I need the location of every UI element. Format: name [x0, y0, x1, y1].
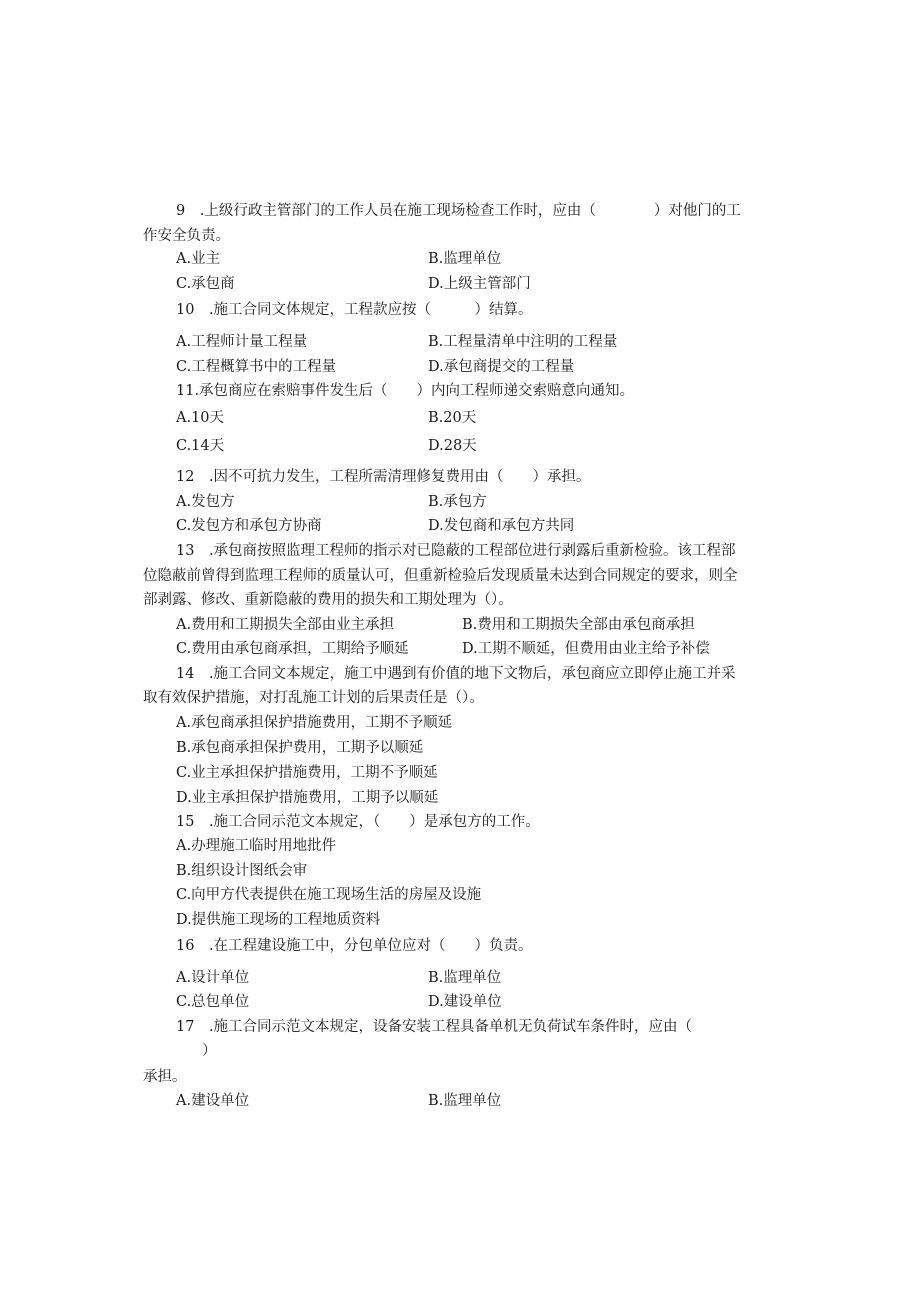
question-17-stem-line-1: 17 .施工合同示范文本规定，设备安装工程具备单机无负荷试车条件时，应由（ — [176, 1019, 693, 1035]
question-12-option-a: A.发包方 — [176, 494, 235, 510]
question-14-stem-line-2: 取有效保护措施，对打乱施工计划的后果责任是（）。 — [143, 690, 484, 706]
question-13-option-c: C.费用由承包商承担，工期给予顺延 — [176, 641, 409, 657]
question-12-option-d: D.发包商和承包方共同 — [428, 518, 575, 534]
question-16-option-c: C.总包单位 — [176, 994, 250, 1010]
question-11-option-a: A.10天 — [176, 410, 225, 426]
question-9-option-a: A.业主 — [176, 251, 221, 267]
question-9-option-b: B.监理单位 — [428, 251, 502, 267]
question-9-option-d: D.上级主管部门 — [428, 276, 531, 292]
question-13-option-b: B.费用和工期损失全部由承包商承担 — [462, 617, 695, 633]
question-10-option-c: C.工程概算书中的工程量 — [176, 359, 337, 375]
question-14-stem-line-1: 14 .施工合同文本规定，施工中遇到有价值的地下文物后，承包商应立即停止施工并采 — [176, 666, 736, 682]
question-17-stem-line-2: ） — [202, 1043, 217, 1059]
question-13-stem-line-1: 13 .承包商按照监理工程师的指示对已隐蔽的工程部位进行剥露后重新检验。该工程部 — [176, 543, 736, 559]
question-10-stem: 10 .施工合同文体规定，工程款应按（ ）结算。 — [176, 302, 533, 318]
question-16-stem: 16 .在工程建设施工中，分包单位应对（ ）负责。 — [176, 938, 533, 954]
question-15-option-c: C.向甲方代表提供在施工现场生活的房屋及设施 — [176, 887, 482, 903]
question-11-option-d: D.28天 — [428, 438, 477, 454]
question-17-option-b: B.监理单位 — [428, 1093, 502, 1109]
question-13-option-a: A.费用和工期损失全部由业主承担 — [176, 617, 395, 633]
question-9-stem-line-2: 作安全负责。 — [143, 228, 230, 244]
question-11-option-b: B.20天 — [428, 410, 477, 426]
question-15-option-b: B.组织设计图纸会审 — [176, 863, 308, 879]
question-12-option-c: C.发包方和承包方协商 — [176, 518, 322, 534]
question-16-option-a: A.设计单位 — [176, 970, 250, 986]
question-13-stem-line-2: 位隐蔽前曾得到监理工程师的质量认可，但重新检验后发现质量未达到合同规定的要求，则全 — [143, 568, 738, 584]
question-10-option-a: A.工程师计量工程量 — [176, 334, 308, 350]
question-9-option-c: C.承包商 — [176, 276, 235, 292]
question-12-option-b: B.承包方 — [428, 494, 487, 510]
question-10-option-d: D.承包商提交的工程量 — [428, 359, 575, 375]
question-11-stem: 11.承包商应在索赔事件发生后（ ）内向工程师递交索赔意向通知。 — [176, 383, 635, 399]
question-14-option-d: D.业主承担保护措施费用，工期予以顺延 — [176, 790, 439, 806]
question-13-option-d: D.工期不顺延，但费用由业主给予补偿 — [462, 641, 710, 657]
question-14-option-a: A.承包商承担保护措施费用，工期不予顺延 — [176, 715, 453, 731]
question-9-stem-line-1: 9 .上级行政主管部门的工作人员在施工现场检查工作时，应由（ ）对他门的工 — [176, 203, 741, 219]
question-15-option-d: D.提供施工现场的工程地质资料 — [176, 912, 381, 928]
question-10-option-b: B.工程量清单中注明的工程量 — [428, 334, 618, 350]
question-16-option-b: B.监理单位 — [428, 970, 502, 986]
question-17-stem-line-3: 承担。 — [143, 1069, 187, 1085]
question-14-option-c: C.业主承担保护措施费用，工期不予顺延 — [176, 765, 438, 781]
question-14-option-b: B.承包商承担保护费用，工期予以顺延 — [176, 740, 424, 756]
question-16-option-d: D.建设单位 — [428, 994, 502, 1010]
question-17-option-a: A.建设单位 — [176, 1093, 250, 1109]
question-15-stem: 15 .施工合同示范文本规定，（ ）是承包方的工作。 — [176, 814, 540, 830]
question-12-stem: 12 .因不可抗力发生，工程所需清理修复费用由（ ）承担。 — [176, 469, 591, 485]
question-15-option-a: A.办理施工临时用地批件 — [176, 838, 337, 854]
question-11-option-c: C.14天 — [176, 438, 225, 454]
question-13-stem-line-3: 部剥露、修改、重新隐蔽的费用的损失和工期处理为（）。 — [143, 592, 513, 608]
